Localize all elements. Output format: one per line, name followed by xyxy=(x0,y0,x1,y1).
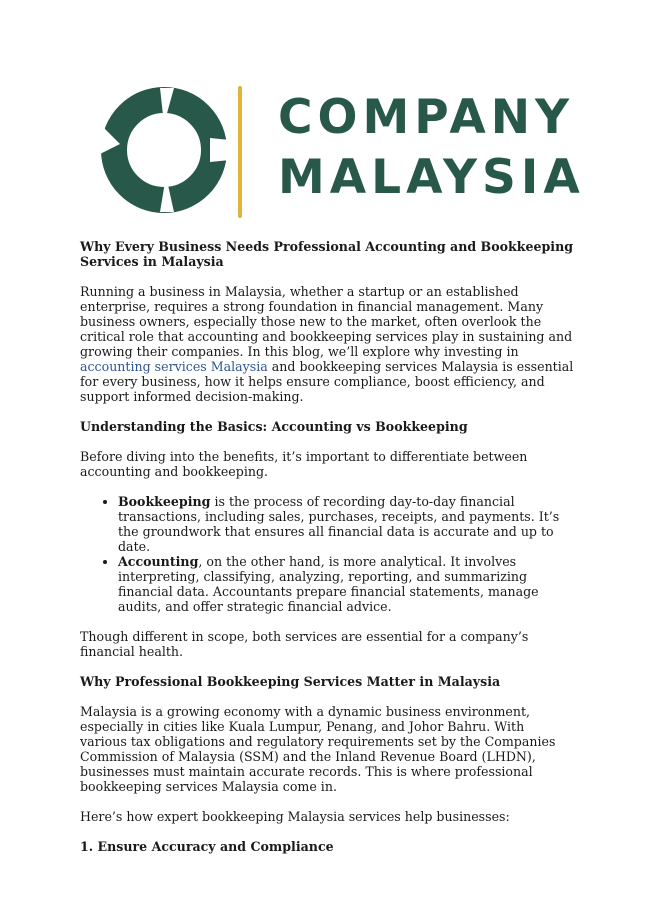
definitions-list xyxy=(80,494,574,614)
intro-paragraph xyxy=(80,284,574,404)
section-heading-basics: Understanding the Basics: Accounting vs Bookkeeping xyxy=(80,419,468,434)
article-body xyxy=(80,239,574,854)
company-logo xyxy=(100,84,585,220)
article-title: Why Every Business Needs Professional Accounting and Bookkeeping Services in Malaysia xyxy=(80,239,574,269)
accounting-term: Accounting xyxy=(118,554,199,569)
list-item xyxy=(118,554,574,614)
logo-text-line1: COMPANY xyxy=(278,90,575,145)
logo-mark-icon xyxy=(100,84,230,216)
logo-divider xyxy=(238,86,242,218)
basics-intro-paragraph: Before diving into the benefits, it’s important to differentiate between accounting and bookkeeping. xyxy=(80,449,528,479)
section-heading-accuracy: 1. Ensure Accuracy and Compliance xyxy=(80,839,334,854)
how-it-helps-lead: Here’s how expert bookkeeping Malaysia services help businesses: xyxy=(80,809,510,824)
section-heading-why-bookkeeping: Why Professional Bookkeeping Services Matter in Malaysia xyxy=(80,674,501,689)
intro-text-end: and bookkeeping services Malaysia is essential for every business, how it helps ensure compliance, boost efficiency, and support informed decision-making. xyxy=(80,359,574,404)
list-item xyxy=(118,494,574,554)
why-bookkeeping-paragraph: Malaysia is a growing economy with a dynamic business environment, especially in cities like Kuala Lumpur, Penang, and Johor Bahru. With various tax obligations and regulatory requirements set by the Companies Commission of Malaysia (SSM) and the Inland Revenue Board (LHDN), businesses must maintain accurate records. This is where professional bookkeeping services Malaysia come in. xyxy=(80,704,556,794)
accounting-definition: , on the other hand, is more analytical. It involves interpreting, classifying, analyzing, reporting, and summarizing financial data. Accountants prepare financial statements, manage audits, and offer strategic financial advice. xyxy=(118,554,539,614)
bookkeeping-term: Bookkeeping xyxy=(118,494,211,509)
bookkeeping-definition: is the process of recording day-to-day financial transactions, including sales, purchases, receipts, and payments. It’s the groundwork that ensures all financial data is accurate and up to date. xyxy=(118,494,560,554)
intro-text-start: Running a business in Malaysia, whether a startup or an established enterprise, requires a strong foundation in financial management. Many business owners, especially those new to the market, often overlook the critical role that accounting and bookkeeping services play in sustaining and growing their companies. In this blog, we’ll explore why investing in xyxy=(80,284,573,359)
basics-outro-paragraph: Though different in scope, both services are essential for a company’s financial health. xyxy=(80,629,529,659)
accounting-services-link[interactable]: accounting services Malaysia xyxy=(80,359,268,374)
logo-text-line2: MALAYSIA xyxy=(278,150,585,205)
